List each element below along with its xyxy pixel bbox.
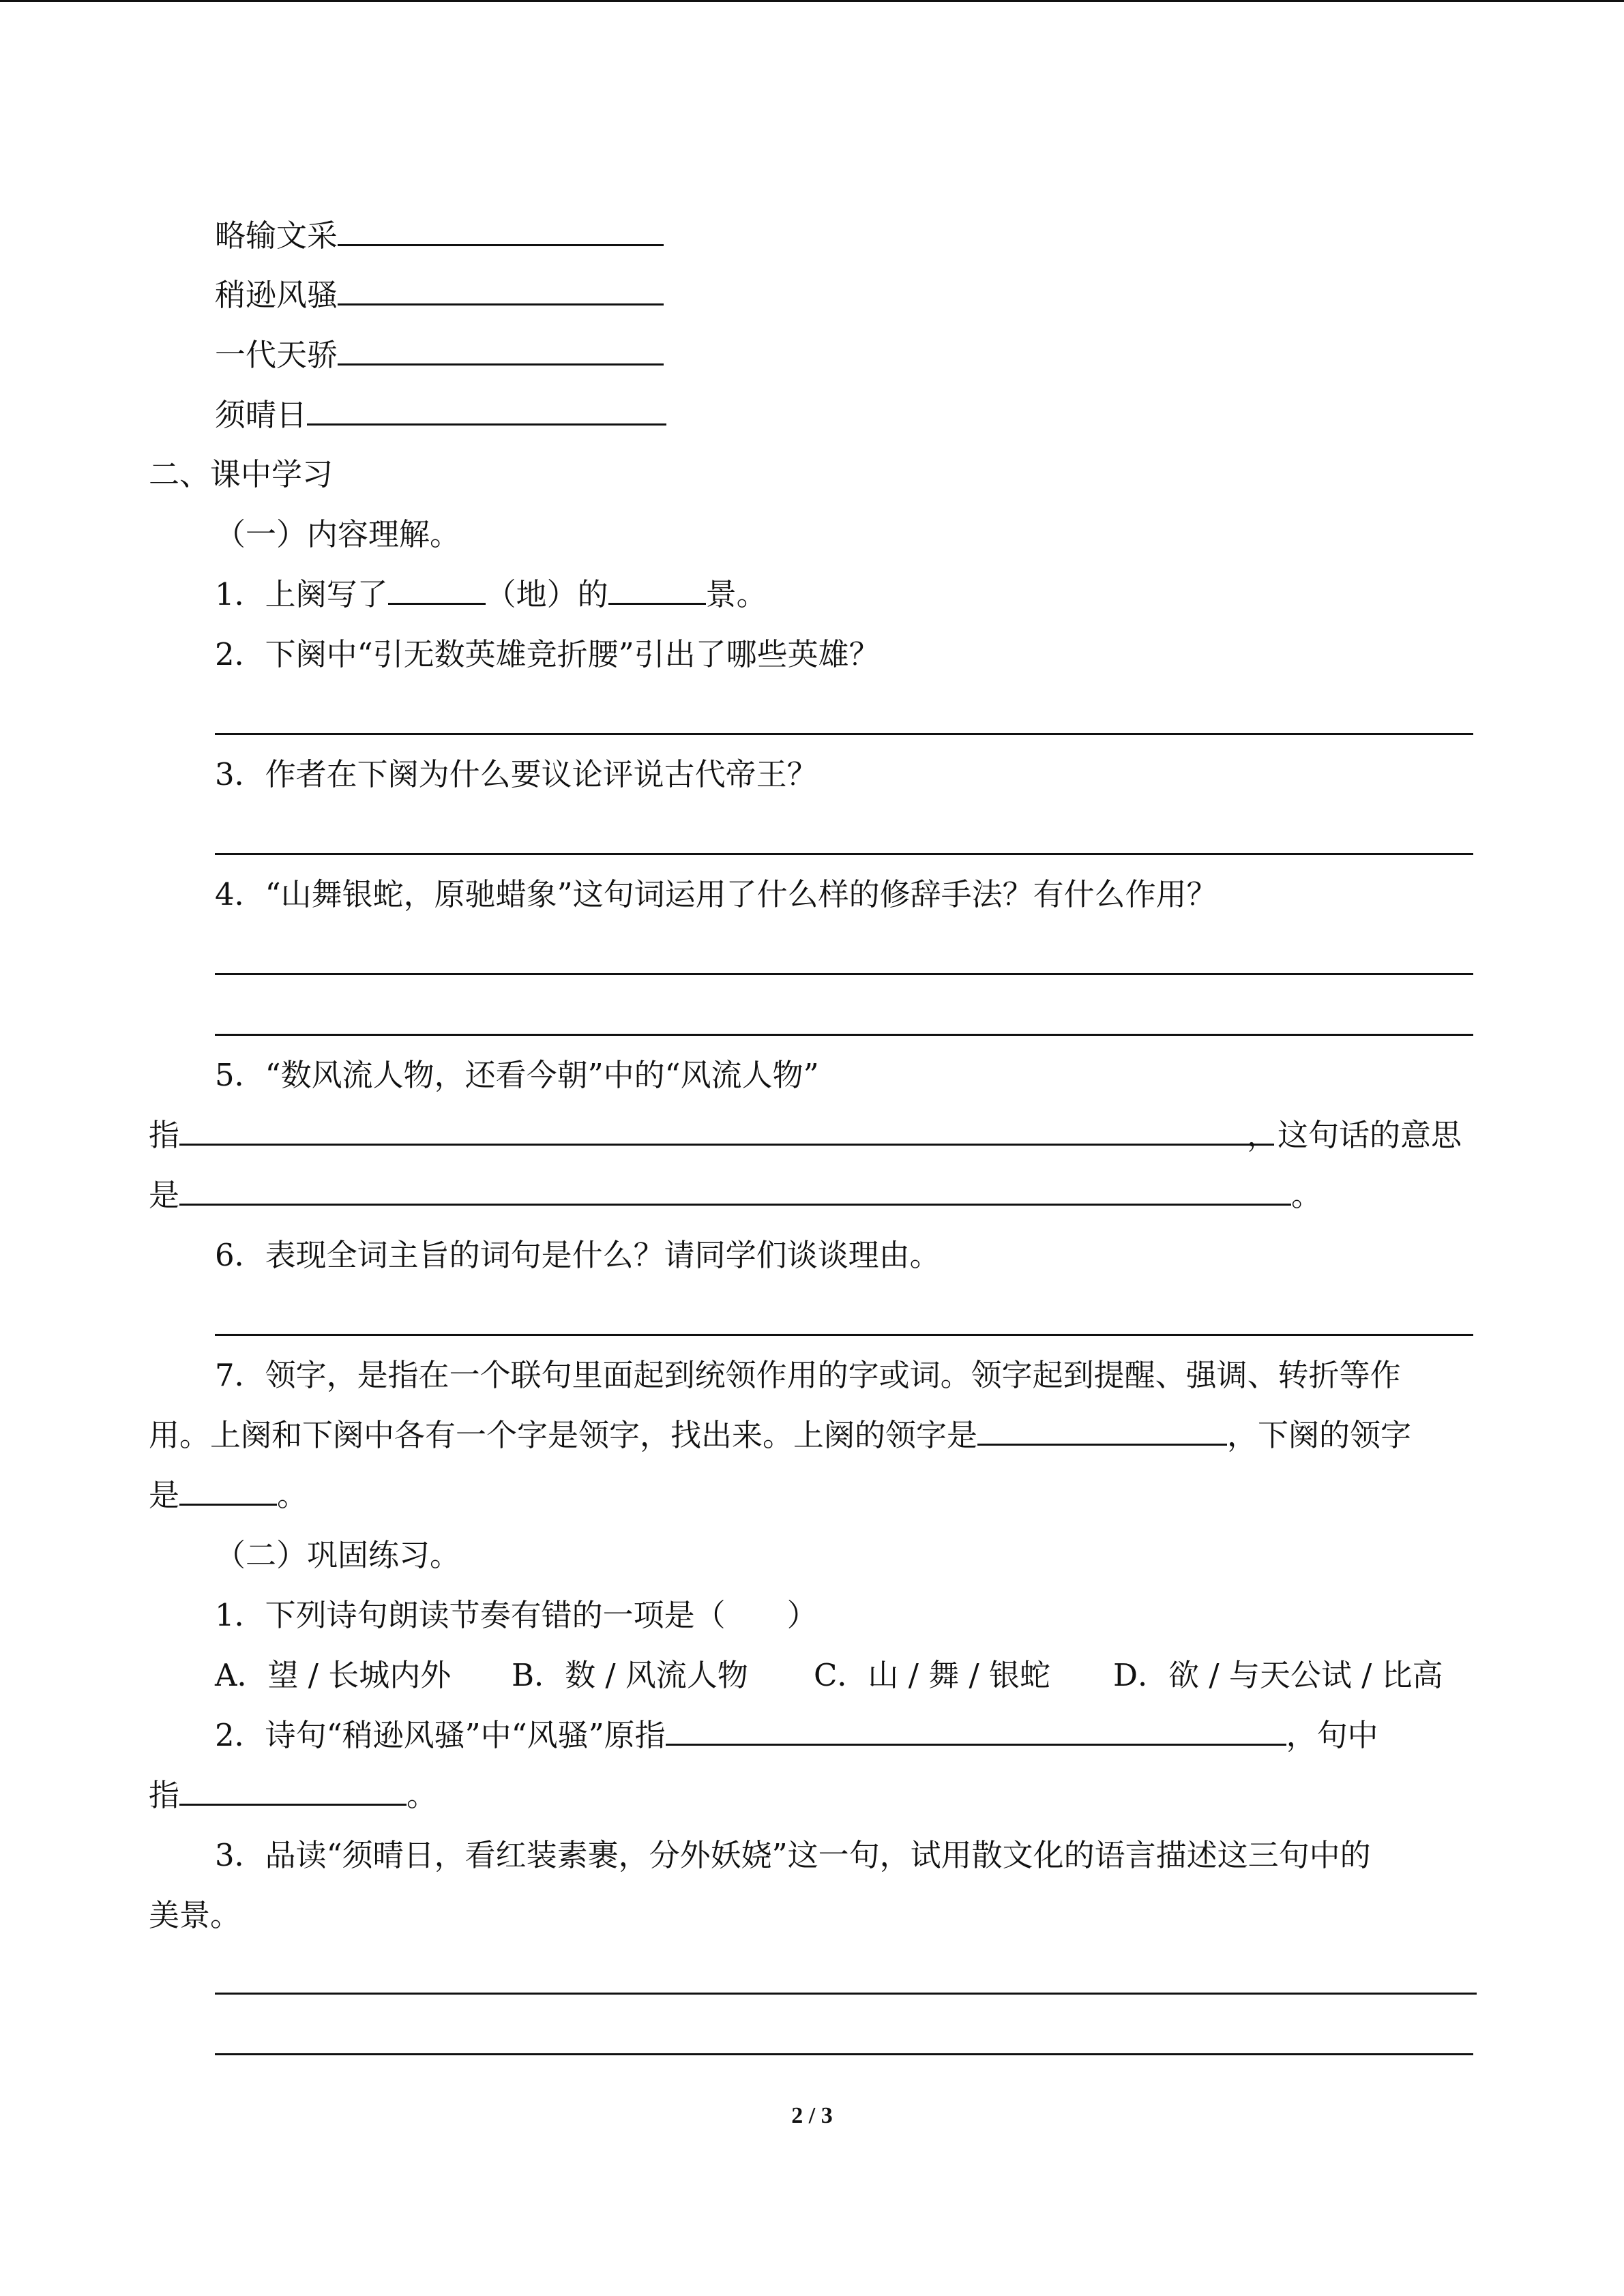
answer-line[interactable] <box>215 973 1473 975</box>
question-4 <box>0 865 1624 925</box>
question-text: ，这句话的意思 <box>1247 1117 1462 1153</box>
answer-blank[interactable] <box>179 1465 277 1506</box>
question-text: 2．下阕中“引无数英雄竞折腰”引出了哪些英雄？ <box>215 636 880 672</box>
part-heading <box>0 505 1624 565</box>
vocab-item <box>0 325 1624 385</box>
section-title <box>0 445 1624 505</box>
question-1 <box>0 565 1624 625</box>
exercise-3 <box>0 1825 1624 1885</box>
question-7-line2 <box>0 1405 1624 1465</box>
question-text: 5．“数风流人物，还看今朝”中的“风流人物” <box>215 1057 819 1093</box>
option-d[interactable]: D．欲 / 与天公试 / 比高 <box>1113 1657 1443 1693</box>
exercise-3-line2 <box>0 1885 1624 1945</box>
answer-blank[interactable] <box>666 1705 1286 1746</box>
answer-blank[interactable] <box>338 265 664 305</box>
question-text: 是 <box>149 1177 180 1213</box>
answer-blank[interactable] <box>977 1405 1227 1446</box>
exercise-1-options <box>0 1645 1624 1705</box>
question-text: 用。上阕和下阕中各有一个字是领字，找出来。上阕的领字是 <box>149 1417 978 1453</box>
part-heading-text: （二）巩固练习。 <box>215 1537 461 1573</box>
question-text: 7．领字，是指在一个联句里面起到统领作用的字或词。领字起到提醒、强调、转折等作 <box>215 1357 1401 1393</box>
answer-blank[interactable] <box>307 385 666 426</box>
question-3 <box>0 745 1624 805</box>
question-text: 1．上阕写了 <box>215 576 388 612</box>
answer-blank[interactable] <box>338 206 664 246</box>
question-7-line3 <box>0 1465 1624 1525</box>
option-b[interactable]: B．数 / 风流人物 <box>512 1657 748 1693</box>
vocab-word: 稍逊风骚 <box>215 277 338 313</box>
answer-blank[interactable] <box>338 325 664 366</box>
answer-blank[interactable] <box>608 565 706 605</box>
question-text: 2．诗句“稍逊风骚”中“风骚”原指 <box>215 1717 666 1753</box>
option-a[interactable]: A．望 / 长城内外 <box>215 1657 452 1693</box>
part-heading-text: （一）内容理解。 <box>215 516 461 552</box>
question-text: 6．表现全词主旨的词句是什么？请同学们谈谈理由。 <box>215 1237 941 1273</box>
answer-line[interactable] <box>215 1993 1477 1995</box>
answer-line[interactable] <box>215 733 1473 735</box>
vocab-item <box>0 265 1624 325</box>
question-text: 是 <box>149 1477 180 1513</box>
question-5-line3 <box>0 1165 1624 1225</box>
question-text: 3．作者在下阕为什么要议论评说古代帝王？ <box>215 756 818 792</box>
exercise-2 <box>0 1705 1624 1765</box>
vocab-word: 一代天骄 <box>215 337 338 373</box>
answer-blank[interactable] <box>388 565 486 605</box>
exercise-2-line2 <box>0 1765 1624 1825</box>
question-text: ，下阕的领字 <box>1227 1417 1412 1453</box>
answer-line[interactable] <box>215 1334 1473 1336</box>
question-text: 。 <box>1291 1177 1323 1213</box>
answer-blank[interactable] <box>179 1165 1291 1206</box>
vocab-item <box>0 385 1624 445</box>
answer-blank[interactable] <box>179 1105 1274 1146</box>
question-5-line2 <box>0 1105 1624 1165</box>
exercise-1 <box>0 1585 1624 1645</box>
vocab-item <box>0 206 1624 266</box>
question-text: 3．品读“须晴日，看红装素裹，分外妖娆”这一句，试用散文化的语言描述这三句中的 <box>215 1837 1371 1873</box>
question-text: 景。 <box>705 576 767 612</box>
answer-blank[interactable] <box>179 1765 407 1806</box>
question-text: 指 <box>149 1117 180 1153</box>
question-text: ，句中 <box>1286 1717 1378 1753</box>
question-text: 。 <box>407 1777 438 1813</box>
question-2 <box>0 625 1624 685</box>
answer-line[interactable] <box>215 2053 1473 2055</box>
question-text: 。 <box>277 1477 308 1513</box>
question-text: 美景。 <box>149 1897 241 1933</box>
page-number: 2 / 3 <box>791 2103 833 2128</box>
question-text: （地）的 <box>485 576 608 612</box>
question-5 <box>0 1045 1624 1105</box>
option-c[interactable]: C．山 / 舞 / 银蛇 <box>814 1657 1050 1693</box>
vocab-word: 略输文采 <box>215 218 338 254</box>
question-text: 指 <box>149 1777 180 1813</box>
section-title-text: 二、课中学习 <box>149 456 334 492</box>
question-text: 1．下列诗句朗读节奏有错的一项是（ ） <box>215 1597 818 1633</box>
vocab-word: 须晴日 <box>215 397 308 433</box>
question-7 <box>0 1345 1624 1405</box>
answer-line[interactable] <box>215 1034 1473 1036</box>
question-6 <box>0 1225 1624 1285</box>
question-text: 4．“山舞银蛇，原驰蜡象”这句词运用了什么样的修辞手法？有什么作用？ <box>215 876 1217 912</box>
part-heading <box>0 1525 1624 1585</box>
answer-line[interactable] <box>215 853 1473 855</box>
